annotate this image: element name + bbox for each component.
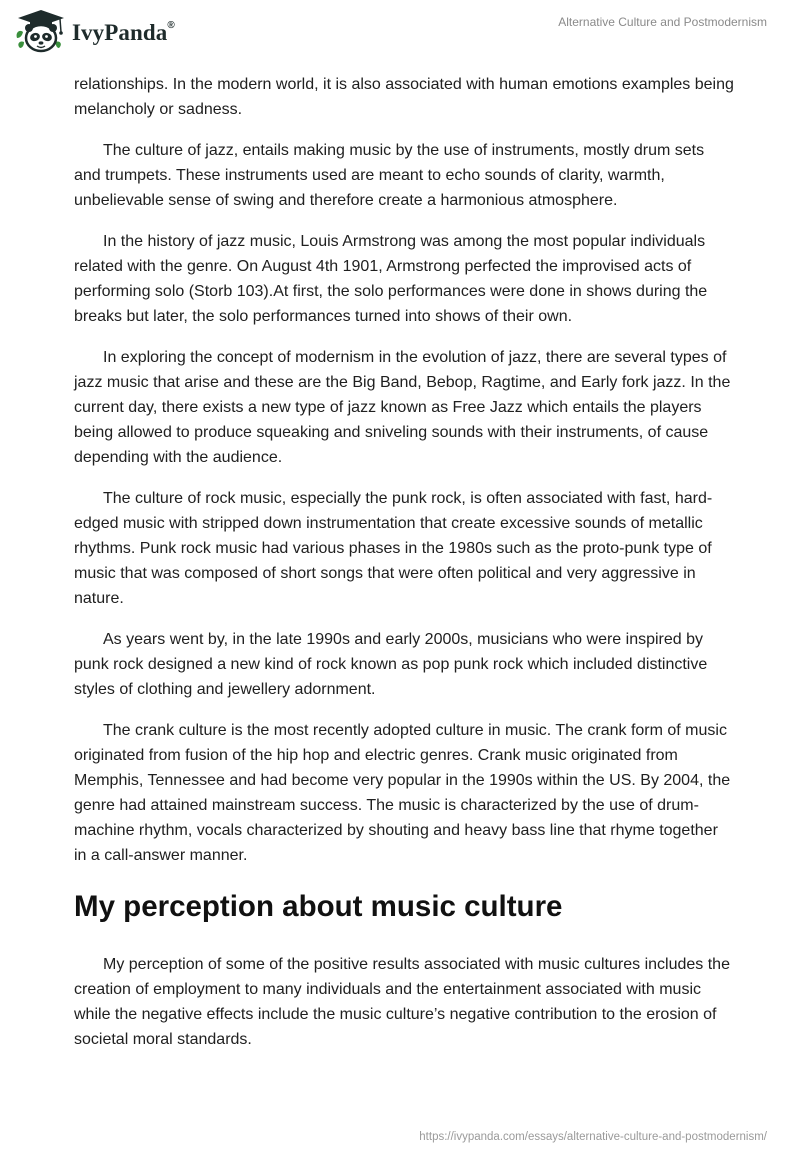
ivypanda-logo[interactable]	[14, 8, 175, 54]
paragraph: The culture of rock music, especially the punk rock, is often associated with fast, hard-edged music with stripped down instrumentation that create excessive sounds of metallic rhythms. Punk rock music had various phases in the 1980s such as the proto-punk type of music that was composed of short songs that were often political and very aggressive in nature.	[74, 490, 713, 607]
registered-mark: ®	[167, 20, 175, 32]
paragraph: As years went by, in the late 1990s and early 2000s, musicians who were inspired by punk rock designed a new kind of rock known as pop punk rock which included distinctive styles of clothing and jewellery adornment.	[74, 631, 708, 698]
section-heading: My perception about music culture	[74, 890, 563, 923]
panda-graduate-icon	[14, 8, 68, 54]
paragraph: In the history of jazz music, Louis Armstrong was among the most popular individuals related with the genre. On August 4th 1901, Armstrong perfected the improvised acts of performing solo (Storb 103).At first, the solo performances were done in shows during the breaks but later, the solo performances turned into shows of their own.	[74, 233, 708, 325]
paragraph: My perception of some of the positive results associated with music cultures includes the creation of employment to many individuals and the entertainment associated with music while the negative effects include the music culture’s negative contribution to the erosion of societal moral standards.	[74, 956, 730, 1048]
paragraph: The culture of jazz, entails making music by the use of instruments, mostly drum sets and trumpets. These instruments used are meant to echo sounds of clarity, warmth, unbelievable sense of swing and therefore create a harmonious atmosphere.	[74, 142, 705, 209]
brand-name: IvyPanda®	[72, 20, 175, 45]
page-header	[0, 0, 800, 66]
document-title: Alternative Culture and Postmodernism	[558, 15, 767, 29]
essay-body	[74, 72, 734, 1068]
paragraph: relationships. In the modern world, it is also associated with human emotions examples being melancholy or sadness.	[74, 76, 734, 118]
source-url[interactable]: https://ivypanda.com/essays/alternative-culture-and-postmodernism/	[419, 1131, 767, 1143]
paragraph: In exploring the concept of modernism in the evolution of jazz, there are several types of jazz music that arise and these are the Big Band, Bebop, Ragtime, and Early fork jazz. In the current day, there exists a new type of jazz known as Free Jazz which entails the players being allowed to produce squeaking and sniveling sounds with their instruments, of cause depending with the audience.	[74, 349, 731, 466]
paragraph: The crank culture is the most recently adopted culture in music. The crank form of music originated from fusion of the hip hop and electric genres. Crank music originated from Memphis, Tennessee and had become very popular in the 1990s within the US. By 2004, the genre had attained mainstream success. The music is characterized by the use of drum-machine rhythm, vocals characterized by shouting and heavy bass line that rhyme together in a call-answer manner.	[74, 722, 731, 864]
